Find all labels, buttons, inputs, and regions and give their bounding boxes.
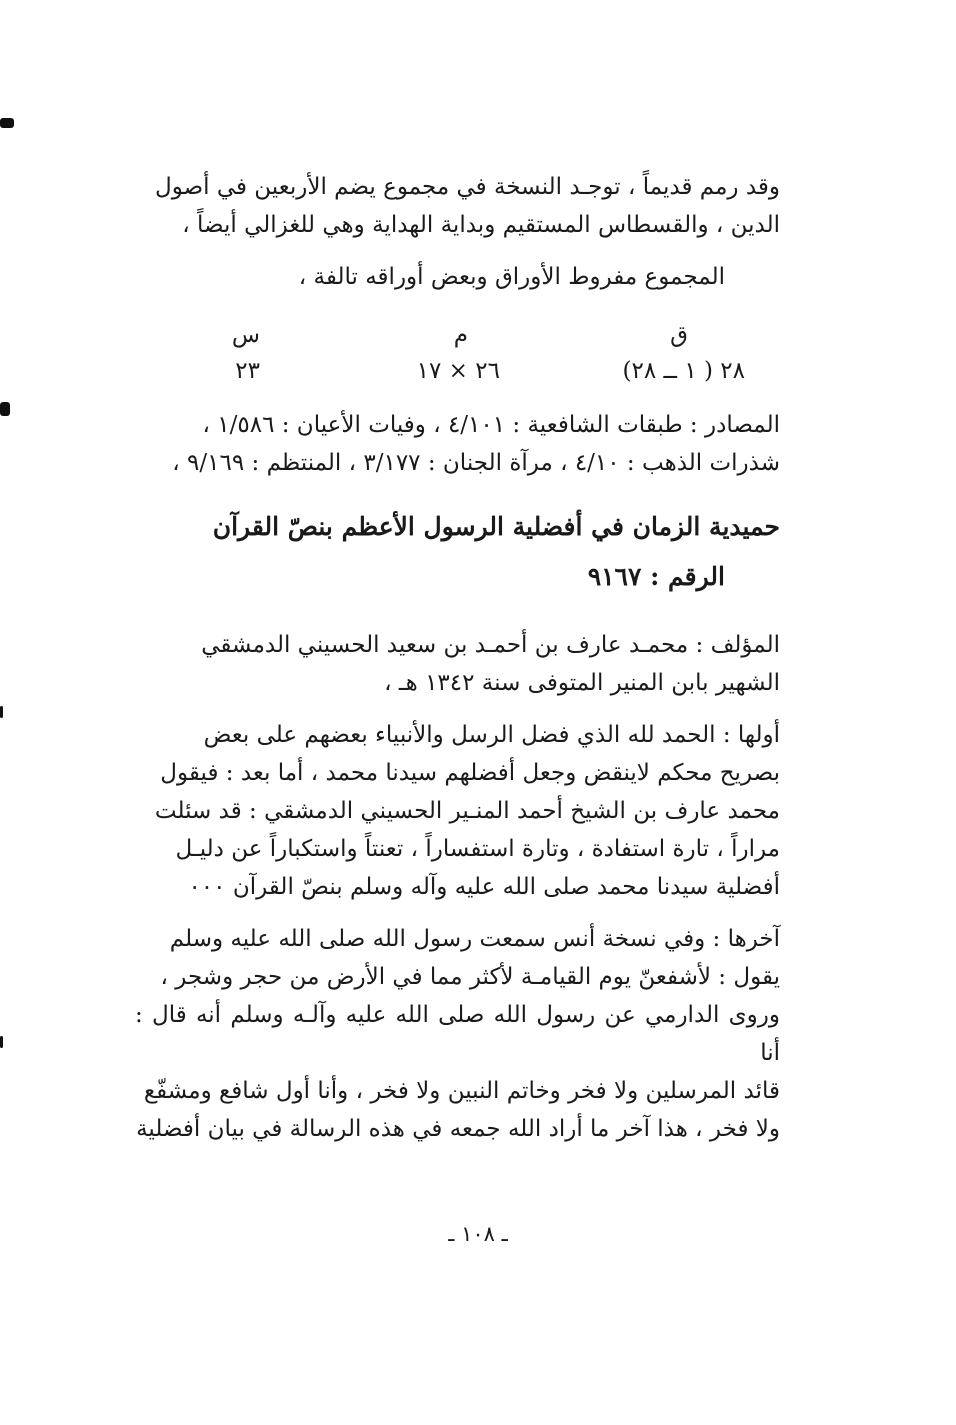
explicit-line-1: آخرها : وفي نسخة أنس سمعت رسول الله صلى الله عليه وسلم — [169, 926, 780, 952]
scan-edge-mark — [0, 402, 10, 416]
dims-s-label: س — [231, 322, 260, 348]
page-number: ـ ١٠٨ ـ — [448, 1222, 508, 1246]
dims-q-label: ق — [670, 322, 688, 348]
explicit-line-5: ولا فخر ، هذا آخر ما أراد الله جمعه في هذه الرسالة في بيان أفضلية — [136, 1116, 780, 1142]
explicit-line-4: قائد المرسلين ولا فخر وخاتم النبين ولا فخر ، وأنا أول شافع ومشفّع — [143, 1078, 780, 1104]
dims-m-label: م — [453, 322, 468, 348]
explicit-line-3: وروى الدارمي عن رسول الله صلى الله عليه وآلـه وسلم أنه قال : أنا — [135, 1002, 780, 1066]
condition-line-2: الدين ، والقسطاس المستقيم وبداية الهداية وهي للغزالي أيضاً ، — [182, 212, 780, 238]
author-line-2: الشهير بابن المنير المتوفى سنة ١٣٤٢ هـ ، — [384, 670, 780, 696]
scan-edge-mark — [0, 706, 3, 718]
explicit-line-2: يقول : لأشفعنّ يوم القيامـة لأكثر مما في الأرض من حجر وشجر ، — [160, 964, 780, 990]
collection-note: المجموع مفروط الأوراق وبعض أوراقه تالفة ، — [298, 264, 725, 290]
entry-number: الرقم : ٩١٦٧ — [587, 562, 725, 591]
incipit-line-1: أولها : الحمد لله الذي فضل الرسل والأنبياء بعضهم على بعض — [203, 722, 780, 748]
dims-s-value: ٢٣ — [235, 358, 260, 384]
manuscript-entry-page — [135, 168, 780, 1148]
incipit-line-3: محمد عارف بن الشيخ أحمد المنـير الحسيني الدمشقي : قد سئلت — [154, 798, 780, 824]
sources-line-2: شذرات الذهب : ٤/١٠ ، مرآة الجنان : ٣/١٧٧ ، المنتظم : ٩/١٦٩ ، — [172, 450, 780, 476]
dimensions-block — [135, 316, 780, 392]
sources-line-1: المصادر : طبقات الشافعية : ٤/١٠١ ، وفيات الأعيان : ١/٥٨٦ ، — [202, 412, 780, 438]
scan-edge-mark — [0, 118, 14, 128]
dims-m-value: ٢٦ × ١٧ — [416, 358, 500, 384]
dims-q-value: ٢٨ ( ١ ــ ٢٨) — [622, 358, 745, 384]
entry-title: حميدية الزمان في أفضلية الرسول الأعظم بنصّ القرآن — [212, 512, 780, 541]
author-line-1: المؤلف : محمـد عارف بن أحمـد بن سعيد الحسيني الدمشقي — [201, 632, 780, 658]
scan-edge-mark — [0, 1036, 3, 1048]
incipit-line-2: بصريح محكم لاينقض وجعل أفضلهم سيدنا محمد ، أما بعد : فيقول — [160, 760, 780, 786]
condition-line-1: وقد رمم قديماً ، توجـد النسخة في مجموع يضم الأربعين في أصول — [155, 174, 780, 200]
incipit-line-5: أفضلية سيدنا محمد صلى الله عليه وآله وسلم بنصّ القرآن ٠٠٠ — [188, 874, 780, 900]
incipit-line-4: مراراً ، تارة استفادة ، وتارة استفساراً ، تعنتاً واستكباراً عن دليـل — [175, 836, 780, 862]
